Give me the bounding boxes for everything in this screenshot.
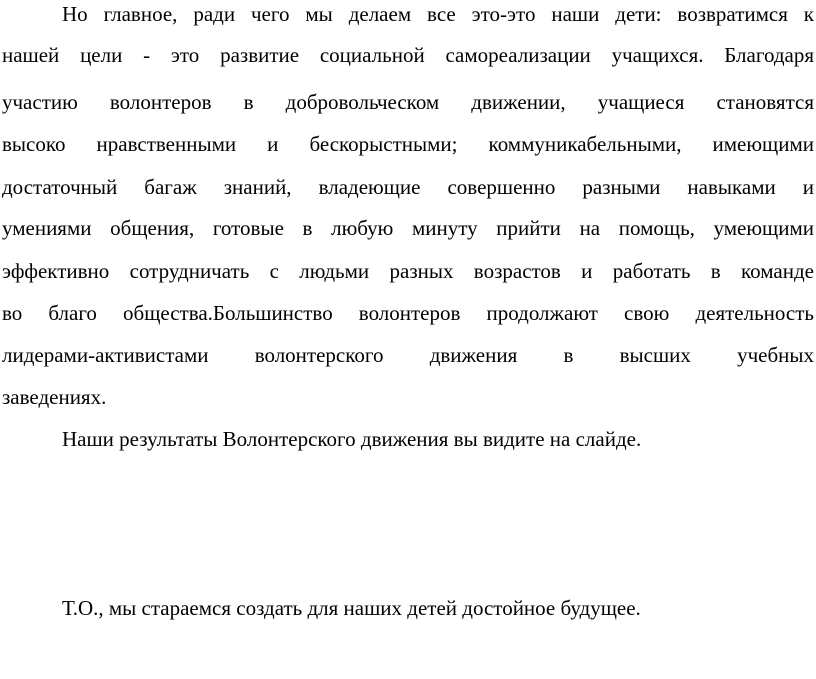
paragraph-1-line-1: Но главное, ради чего мы делаем все это-это наши дети: возвратимся к (62, 2, 814, 26)
paragraph-1-line-3: участию волонтеров в добровольческом движении, учащиеся становятся (2, 90, 814, 114)
paragraph-2: Наши результаты Волонтерского движения вы видите на слайде. (62, 427, 642, 451)
paragraph-1-line-2: нашей цели - это развитие социальной самореализации учащихся. Благодаря (2, 43, 814, 67)
paragraph-1-line-4: высоко нравственными и бескорыстными; коммуникабельными, имеющими (2, 132, 814, 156)
paragraph-1-line-8: во благо общества.Большинство волонтеров продолжают свою деятельность (2, 301, 814, 325)
paragraph-1-line-10: заведениях. (2, 385, 107, 409)
paragraph-3: Т.О., мы стараемся создать для наших детей достойное будущее. (62, 596, 641, 620)
paragraph-1-line-9: лидерами-активистами волонтерского движения в высших учебных (2, 343, 814, 367)
paragraph-1-line-7: эффективно сотрудничать с людьми разных возрастов и работать в команде (2, 259, 814, 283)
paragraph-1-line-5: достаточный багаж знаний, владеющие совершенно разными навыками и (2, 175, 814, 199)
paragraph-1-line-6: умениями общения, готовые в любую минуту прийти на помощь, умеющими (2, 216, 814, 240)
